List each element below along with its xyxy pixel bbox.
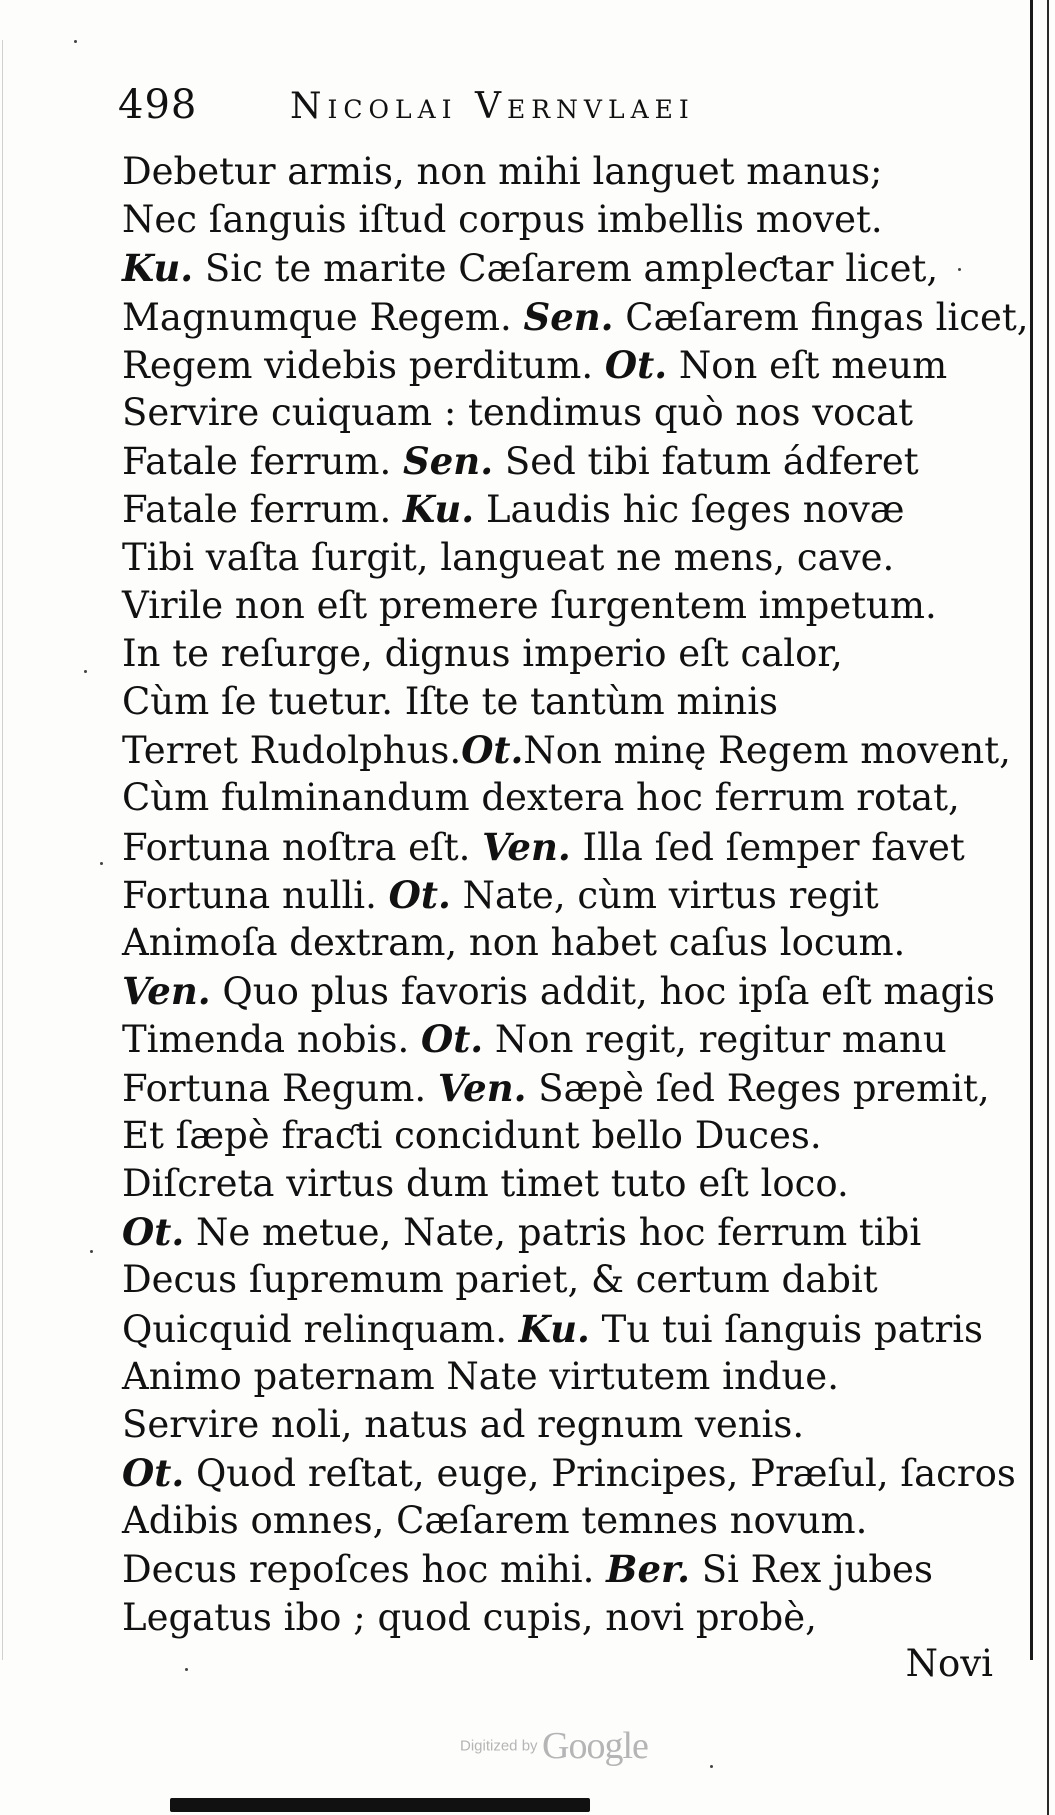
- binding-edge-line: [1030, 0, 1033, 1660]
- verse-text: Quo plus favoris addit, hoc ipſa eſt magis: [210, 970, 996, 1014]
- verse-text: Debetur armis, non mihi languet manus;: [122, 150, 883, 193]
- verse-text: In te reſurge, dignus imperio eſt calor,: [122, 631, 843, 675]
- verse-line: [122, 726, 1022, 774]
- verse-line: [122, 1015, 1022, 1063]
- verse-text: Sic te marite Cæſarem ampleƈtar licet,: [193, 247, 939, 291]
- verse-line: [122, 1594, 1022, 1642]
- verse-line: [122, 919, 1022, 967]
- speaker-abbrev: Ot.: [122, 1210, 185, 1255]
- verse-line: [122, 1256, 1022, 1304]
- google-logo: Google: [542, 1725, 648, 1767]
- verse-line: [122, 823, 1022, 871]
- speaker-abbrev: Ku.: [403, 487, 475, 532]
- verse-text: Legatus ibo ; quod cupis, novi probè,: [122, 1595, 817, 1639]
- scan-speck: [84, 670, 87, 673]
- verse-line: [122, 871, 1022, 919]
- verse-line: [122, 967, 1022, 1015]
- binding-edge-line-outer: [1047, 0, 1049, 1815]
- verse-line: [122, 485, 1022, 533]
- verse-line: [122, 437, 1022, 485]
- speaker-abbrev: Ku.: [518, 1306, 590, 1351]
- verse-line: [122, 1401, 1022, 1449]
- verse-line: [122, 534, 1022, 582]
- verse-text: Nate, cùm virtus regit: [450, 873, 879, 917]
- verse-line: [122, 1497, 1022, 1545]
- speaker-abbrev: Ven.: [122, 969, 211, 1014]
- verse-line: [122, 196, 1022, 244]
- verse-line: [122, 774, 1022, 822]
- scan-speck: [185, 1668, 188, 1671]
- verse-text: Non eſt meum: [667, 343, 948, 387]
- verse-line: [122, 1160, 1022, 1208]
- speaker-abbrev: Sen.: [403, 439, 494, 484]
- verse-line: [122, 1112, 1022, 1160]
- verse-text: Animo paternam Nate virtutem indue.: [122, 1354, 839, 1398]
- verse-text: Fortuna Regum.: [122, 1066, 438, 1110]
- verse-text: Quicquid relinquam.: [122, 1307, 519, 1351]
- speaker-abbrev: Sen.: [523, 294, 614, 339]
- scan-speck: [958, 268, 961, 271]
- verse-text: Diſcreta virtus dum timet tuto eſt loco.: [122, 1161, 849, 1205]
- verse-text: Fortuna noſtra eſt.: [122, 825, 483, 869]
- verse-text: Decus ſupremum pariet, & certum dabit: [122, 1258, 878, 1302]
- running-head-title: Nicolai Vernvlaei: [290, 86, 695, 127]
- verse-text: Timenda nobis.: [122, 1018, 421, 1062]
- speaker-abbrev: Ot.: [122, 1451, 185, 1496]
- speaker-abbrev: Ku.: [122, 246, 194, 291]
- verse-line: [122, 293, 1029, 341]
- speaker-abbrev: Ot.: [388, 872, 451, 917]
- verse-text: Adibis omnes, Cæſarem temnes novum.: [122, 1499, 868, 1543]
- verse-text: Tibi vaſta ſurgit, langueat ne mens, cave.: [122, 535, 895, 579]
- verse-text: Laudis hic ſeges novæ: [474, 488, 905, 532]
- watermark-prefix: Digitized by: [460, 1737, 538, 1755]
- verse-text: Fatale ferrum.: [122, 440, 404, 484]
- verse-text: Sed tibi fatum ádferet: [493, 440, 919, 484]
- verse-text: Terret Rudolphus.: [122, 729, 462, 773]
- verse-text: Quod reſtat, euge, Principes, Præſul, ſacros: [184, 1452, 1016, 1496]
- verse-line: [122, 1064, 1022, 1112]
- verse-text: Servire noli, natus ad regnum venis.: [122, 1402, 805, 1446]
- verse-text: Sæpè ſed Reges premit,: [526, 1066, 990, 1110]
- verse-line: [122, 630, 1022, 678]
- running-head: [118, 82, 878, 142]
- verse-line: [122, 1353, 1022, 1401]
- verse-text: Si Rex jubes: [689, 1548, 933, 1592]
- speaker-abbrev: Ven.: [437, 1065, 527, 1110]
- speaker-abbrev: Ven.: [482, 824, 571, 869]
- verse-line: [122, 1305, 1022, 1353]
- scan-speck: [74, 40, 77, 43]
- page-left-edge: [2, 40, 3, 1660]
- verse-text: Illa ſed ſemper favet: [570, 825, 965, 869]
- verse-text: Cæſarem fingas licet,: [613, 295, 1029, 339]
- catchword: Novi: [905, 1642, 993, 1685]
- verse-text-block: [122, 148, 1029, 1642]
- verse-line: [122, 678, 1022, 726]
- verse-text: Tu tui ſanguis patris: [589, 1307, 984, 1351]
- verse-text: Magnumque Regem.: [122, 295, 524, 339]
- verse-text: Ne metue, Nate, patris hoc ferrum tibi: [184, 1211, 922, 1255]
- verse-text: Servire cuiquam : tendimus quò nos vocat: [122, 390, 914, 434]
- verse-text: Et ſæpè fraƈti concidunt bello Duces.: [122, 1113, 822, 1157]
- verse-line: [122, 244, 1022, 292]
- verse-text: Animoſa dextram, non habet caſus locum.: [122, 921, 906, 964]
- scan-speck: [710, 1765, 713, 1768]
- verse-line: [122, 389, 1022, 437]
- verse-line: [122, 1449, 1022, 1497]
- speaker-abbrev: Ot.: [604, 342, 668, 387]
- scan-speck: [100, 862, 103, 865]
- page-number: 498: [118, 82, 198, 128]
- verse-line: [122, 341, 1022, 389]
- scan-artifact-bar: [170, 1798, 590, 1812]
- verse-text: Regem videbis perditum.: [122, 343, 605, 387]
- verse-line: [122, 582, 1022, 630]
- verse-text: Non regit, regitur manu: [483, 1018, 947, 1062]
- verse-text: Cùm ſe tuetur. Iſte te tantùm minis: [122, 680, 779, 724]
- speaker-abbrev: Ot.: [420, 1017, 484, 1062]
- scan-speck: [90, 1250, 93, 1253]
- speaker-abbrev: Ber.: [606, 1547, 690, 1592]
- speaker-abbrev: Ot.: [461, 728, 524, 773]
- verse-text: Virile non eſt premere ſurgentem impetum.: [122, 583, 937, 627]
- verse-text: Non minę Regem movent,: [523, 729, 1011, 773]
- verse-text: Fatale ferrum.: [122, 488, 404, 532]
- verse-line: [122, 1208, 1022, 1256]
- verse-text: Decus repoſces hoc mihi.: [122, 1548, 607, 1592]
- verse-line: [122, 148, 1022, 196]
- verse-line: [122, 1545, 1022, 1593]
- digitized-watermark: [460, 1724, 648, 1768]
- verse-text: Nec ſanguis iſtud corpus imbellis movet.: [122, 198, 883, 242]
- verse-text: Fortuna nulli.: [122, 873, 389, 917]
- verse-text: Cùm fulminandum dextera hoc ferrum rotat,: [122, 776, 960, 820]
